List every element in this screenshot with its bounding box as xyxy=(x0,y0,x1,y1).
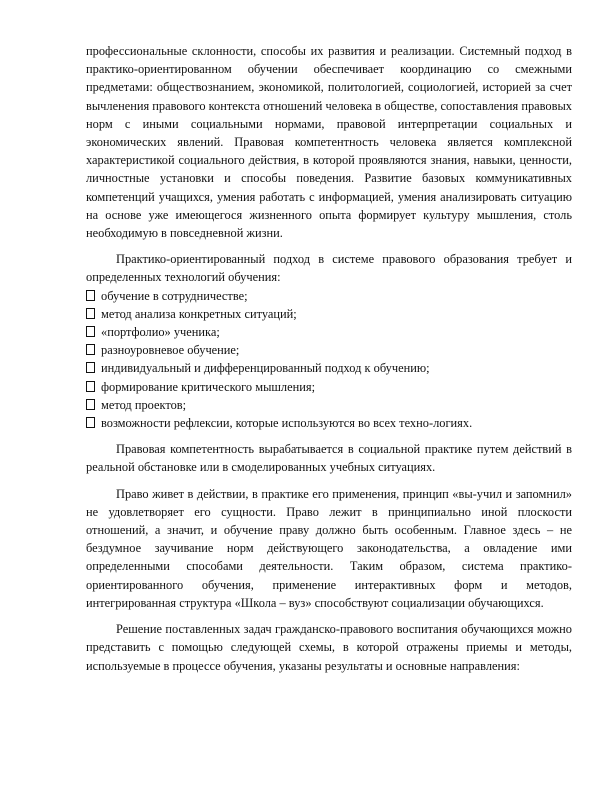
checkbox-bullet-icon xyxy=(86,344,95,355)
checkbox-bullet-icon xyxy=(86,399,95,410)
paragraph-scheme-intro: Решение поставленных задач гражданско-правового воспитания обучающихся можно представить с помощью следующей схемы, в которой отражены приемы и методы, используемые в процессе обучения, указаны результаты и основные направления: xyxy=(86,622,572,673)
list-item: формирование критического мышления; xyxy=(86,378,572,396)
list-item: разноуровневое обучение; xyxy=(86,341,572,359)
paragraph-legal-competence: Правовая компетентность вырабатывается в социальной практике путем действий в реальной обстановке или в смоделированных учебных ситуациях. xyxy=(86,442,572,475)
list-item: обучение в сотрудничестве; xyxy=(86,287,572,305)
paragraph-systems-approach: профессиональные склонности, способы их развития и реализации. Системный подход в практико-ориентированном обучении обеспечивает координацию со смежными предметами: обществознанием, экономикой, политологией, социологией, историей за счет вычленения правового контекста отношений человека в обществе, сопоставления правовых норм с иными социальными нормами, правовой интерпретации социальных и экономических явлений. Правовая компетентность человека является комплексной характеристикой социального действия, в которой проявляются знания, навыки, ценности, личностные установки и способы поведения. Развитие базовых коммуникативных компетенций учащихся, умения работать с информацией, умения анализировать ситуацию на основе уже имеющегося жизненного опыта формирует культуру мышления, столь необходимую в повседневной жизни. xyxy=(86,44,572,241)
checkbox-bullet-icon xyxy=(86,308,95,319)
document-page xyxy=(86,42,572,675)
list-item: метод анализа конкретных ситуаций; xyxy=(86,305,572,323)
checkbox-bullet-icon xyxy=(86,290,95,301)
methods-list xyxy=(86,287,572,433)
checkbox-bullet-icon xyxy=(86,326,95,337)
paragraph-practice-oriented-intro: Практико-ориентированный подход в системе правового образования требует и определенных технологий обучения: xyxy=(86,252,572,285)
list-item: индивидуальный и дифференцированный подход к обучению; xyxy=(86,359,572,377)
list-item: метод проектов; xyxy=(86,396,572,414)
checkbox-bullet-icon xyxy=(86,381,95,392)
paragraph-law-in-action: Право живет в действии, в практике его применения, принцип «вы-учил и запомнил» не удовлетворяет его сущности. Право лежит в принципиально иной плоскости отношений, а значит, и обучение праву должно быть особенным. Главное здесь – не бездумное заучивание норм действующего законодательства, а овладение ими определенными способами деятельности. Таким образом, система практико-ориентированного обучения, применение интерактивных форм и методов, интегрированная структура «Школа – вуз» способствуют социализации обучающихся. xyxy=(86,486,572,610)
list-item: «портфолио» ученика; xyxy=(86,323,572,341)
checkbox-bullet-icon xyxy=(86,362,95,373)
checkbox-bullet-icon xyxy=(86,417,95,428)
list-item: возможности рефлексии, которые используются во всех техно-логиях. xyxy=(86,414,572,432)
